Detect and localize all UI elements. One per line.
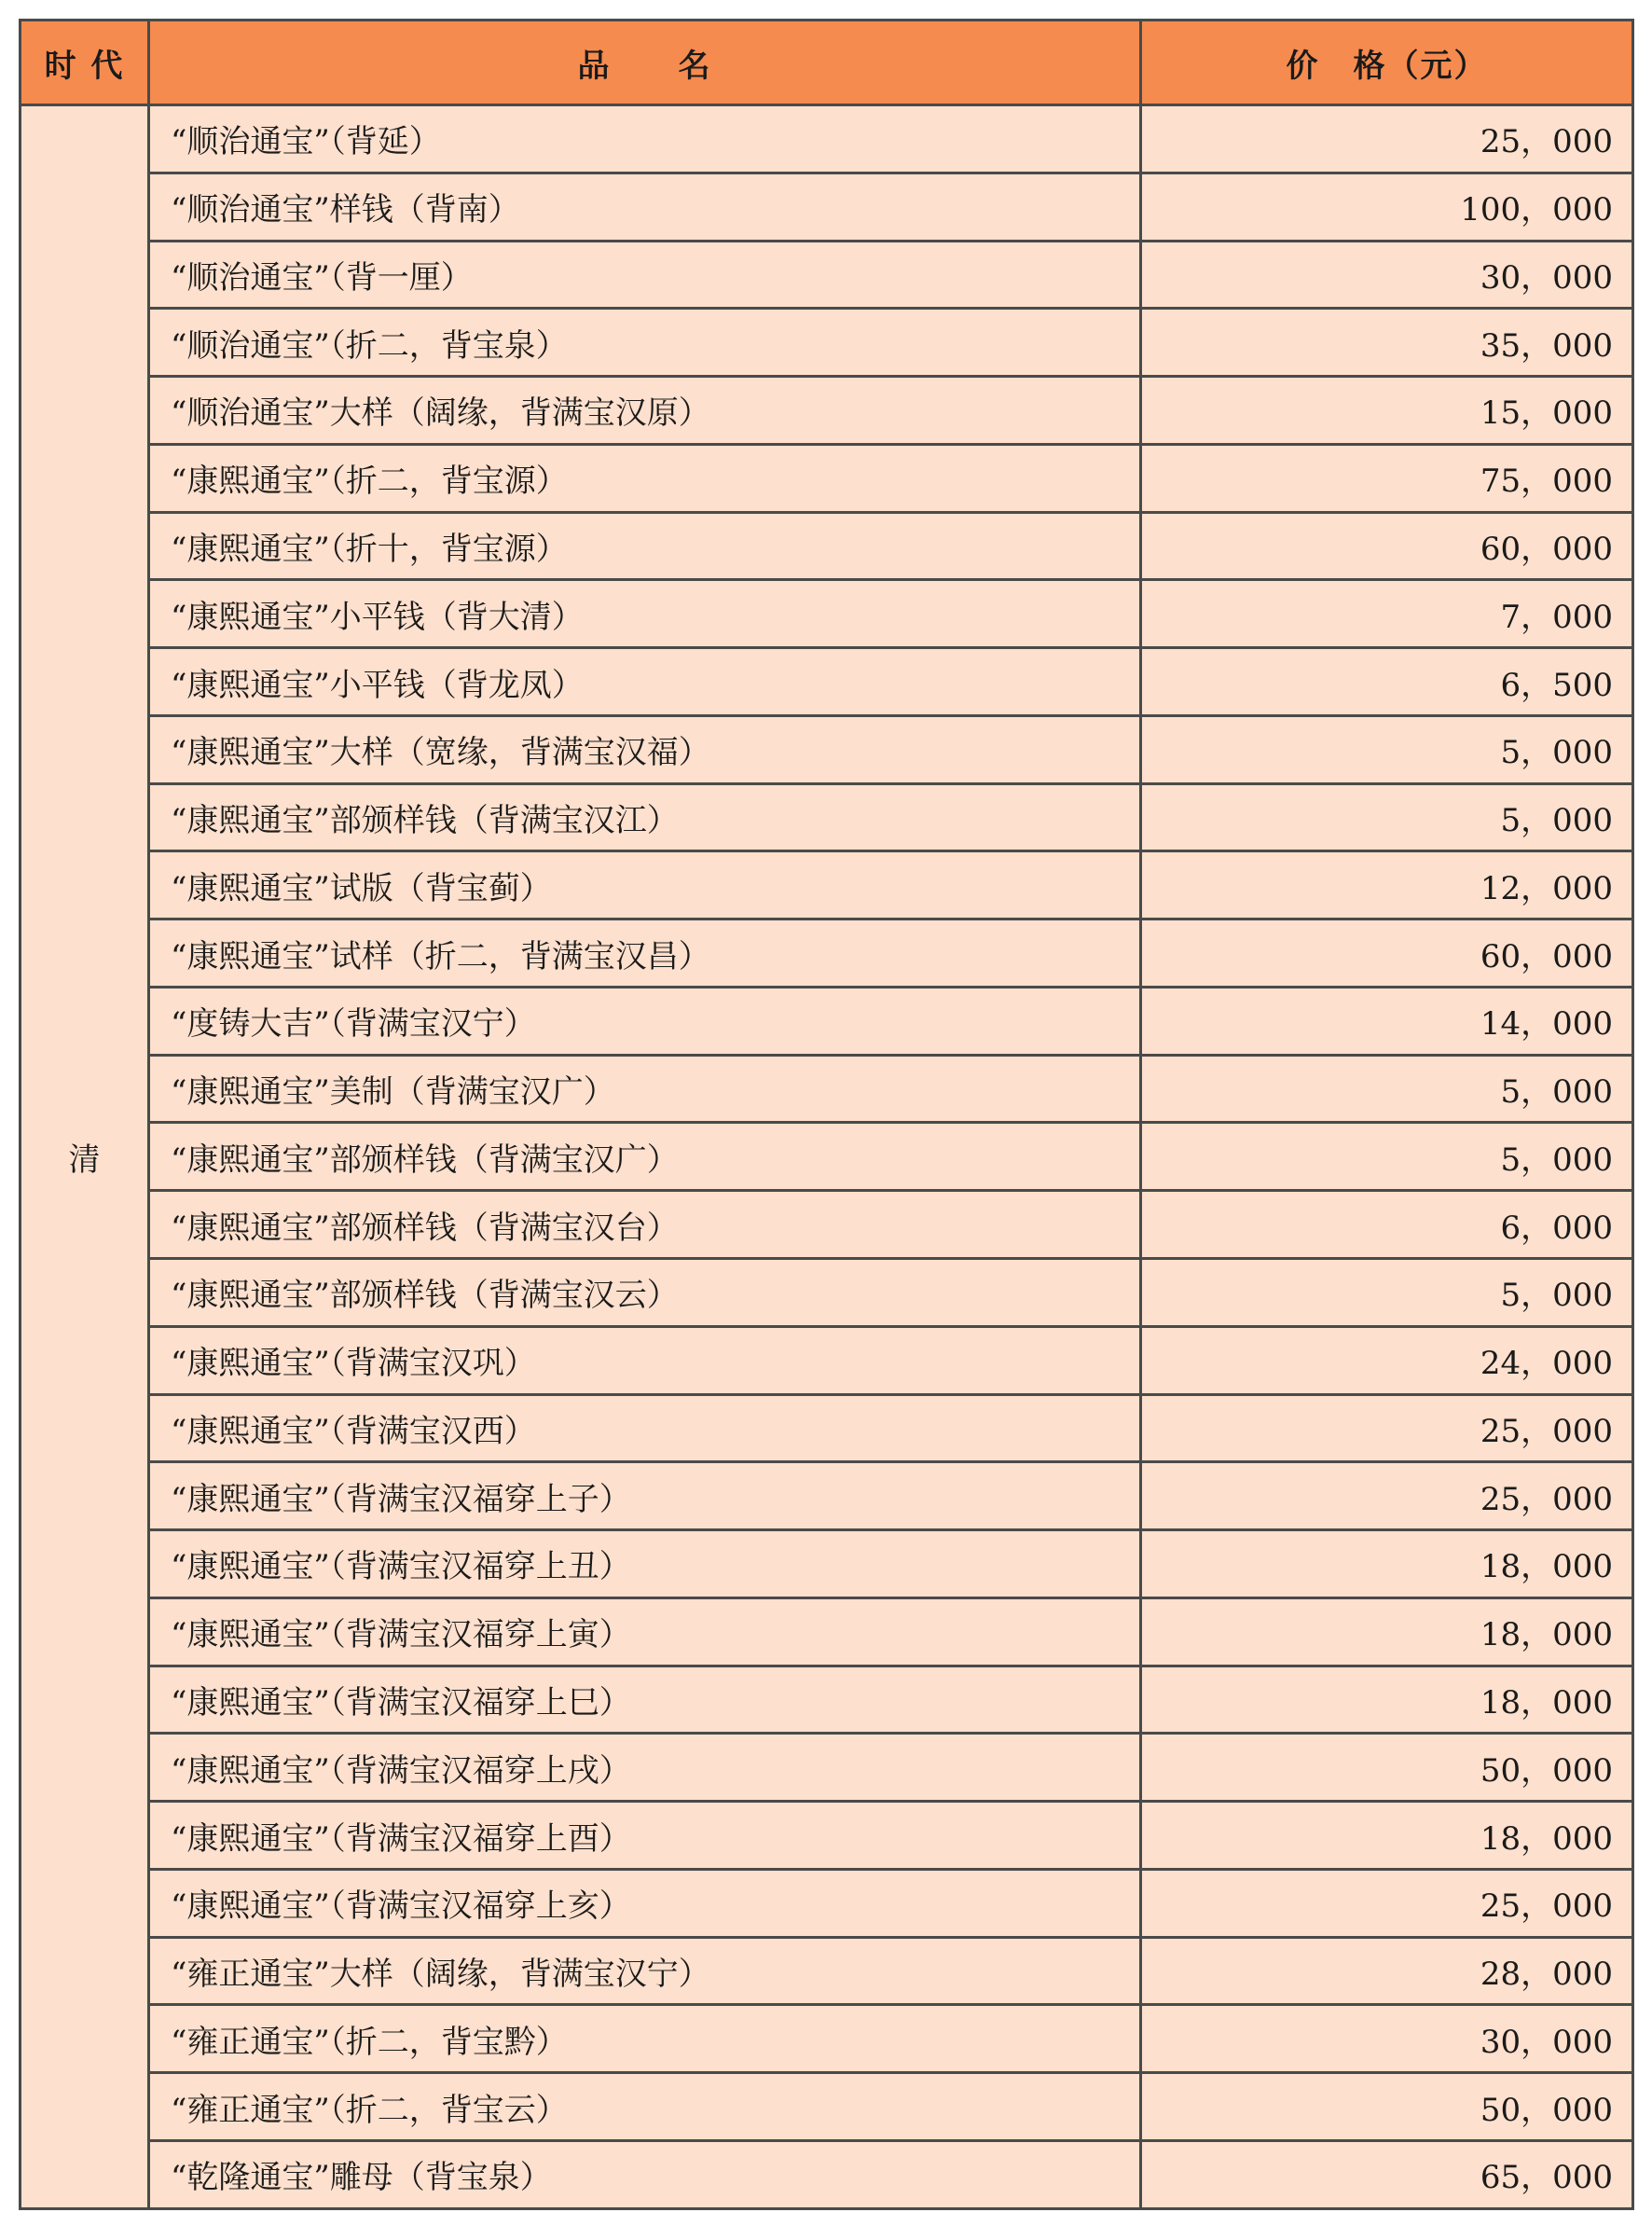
- price-cell: 50，000: [1141, 1734, 1633, 1802]
- price-cell: 5，000: [1141, 715, 1633, 783]
- table-row: [21, 444, 1633, 512]
- table-row: [21, 1802, 1633, 1870]
- price-cell: 25，000: [1141, 1394, 1633, 1462]
- item-name-cell: “康熙通宝”（折二，背宝源）: [149, 444, 1141, 512]
- item-name-cell: “顺治通宝”（背延）: [149, 105, 1141, 173]
- item-name-cell: “康熙通宝”试版（背宝蓟）: [149, 851, 1141, 919]
- price-cell: 35，000: [1141, 309, 1633, 377]
- table-row: [21, 1462, 1633, 1530]
- price-cell: 7，000: [1141, 580, 1633, 648]
- price-cell: 30，000: [1141, 241, 1633, 309]
- item-name-cell: “雍正通宝”大样（阔缘，背满宝汉宁）: [149, 1937, 1141, 2005]
- table-row: [21, 2140, 1633, 2208]
- price-cell: 24，000: [1141, 1326, 1633, 1394]
- table-row: [21, 783, 1633, 851]
- item-name-cell: “康熙通宝”（背满宝汉福穿上子）: [149, 1462, 1141, 1530]
- table-row: [21, 309, 1633, 377]
- item-name-cell: “度铸大吉”（背满宝汉宁）: [149, 987, 1141, 1055]
- item-name-cell: “康熙通宝”（背满宝汉福穿上寅）: [149, 1597, 1141, 1666]
- price-cell: 18，000: [1141, 1802, 1633, 1870]
- item-name-cell: “乾隆通宝”雕母（背宝泉）: [149, 2140, 1141, 2208]
- table-row: [21, 512, 1633, 580]
- header-price: 价 格（元）: [1141, 21, 1633, 105]
- price-cell: 12，000: [1141, 851, 1633, 919]
- item-name-cell: “顺治通宝”（背一厘）: [149, 241, 1141, 309]
- price-cell: 6，000: [1141, 1191, 1633, 1259]
- price-cell: 15，000: [1141, 377, 1633, 445]
- header-item-name: 品 名: [149, 21, 1141, 105]
- item-name-cell: “顺治通宝”大样（阔缘，背满宝汉原）: [149, 377, 1141, 445]
- header-row: [21, 21, 1633, 105]
- item-name-cell: “康熙通宝”大样（宽缘，背满宝汉福）: [149, 715, 1141, 783]
- table-row: [21, 377, 1633, 445]
- item-name-cell: “康熙通宝”部颁样钱（背满宝汉云）: [149, 1259, 1141, 1327]
- item-name-cell: “康熙通宝”（背满宝汉福穿上丑）: [149, 1530, 1141, 1598]
- table-row: [21, 1869, 1633, 1937]
- price-cell: 65，000: [1141, 2140, 1633, 2208]
- coin-price-table: [19, 19, 1634, 2210]
- price-cell: 75，000: [1141, 444, 1633, 512]
- price-cell: 5，000: [1141, 1055, 1633, 1123]
- price-cell: 18，000: [1141, 1597, 1633, 1666]
- item-name-cell: “康熙通宝”部颁样钱（背满宝汉台）: [149, 1191, 1141, 1259]
- item-name-cell: “康熙通宝”美制（背满宝汉广）: [149, 1055, 1141, 1123]
- item-name-cell: “顺治通宝”样钱（背南）: [149, 173, 1141, 241]
- table-row: [21, 1734, 1633, 1802]
- table-row: [21, 1123, 1633, 1191]
- item-name-cell: “康熙通宝”（背满宝汉福穿上戌）: [149, 1734, 1141, 1802]
- item-name-cell: “康熙通宝”（背满宝汉福穿上酉）: [149, 1802, 1141, 1870]
- price-cell: 25，000: [1141, 1462, 1633, 1530]
- price-cell: 5，000: [1141, 1123, 1633, 1191]
- item-name-cell: “康熙通宝”部颁样钱（背满宝汉江）: [149, 783, 1141, 851]
- price-cell: 28，000: [1141, 1937, 1633, 2005]
- item-name-cell: “康熙通宝”（折十，背宝源）: [149, 512, 1141, 580]
- item-name-cell: “康熙通宝”试样（折二，背满宝汉昌）: [149, 919, 1141, 988]
- price-cell: 60，000: [1141, 512, 1633, 580]
- table-row: [21, 1055, 1633, 1123]
- table-row: [21, 1259, 1633, 1327]
- table-row: [21, 1394, 1633, 1462]
- table-row: [21, 919, 1633, 988]
- table-row: [21, 715, 1633, 783]
- item-name-cell: “康熙通宝”部颁样钱（背满宝汉广）: [149, 1123, 1141, 1191]
- price-cell: 25，000: [1141, 1869, 1633, 1937]
- item-name-cell: “康熙通宝”（背满宝汉福穿上巳）: [149, 1666, 1141, 1734]
- table-row: [21, 580, 1633, 648]
- table-row: [21, 105, 1633, 173]
- table-body: [21, 105, 1633, 2209]
- table-row: [21, 1937, 1633, 2005]
- price-cell: 6，500: [1141, 648, 1633, 716]
- table-row: [21, 1666, 1633, 1734]
- price-cell: 50，000: [1141, 2073, 1633, 2141]
- price-cell: 60，000: [1141, 919, 1633, 988]
- table-row: [21, 2073, 1633, 2141]
- item-name-cell: “康熙通宝”（背满宝汉西）: [149, 1394, 1141, 1462]
- table-row: [21, 1597, 1633, 1666]
- era-cell: 清: [21, 105, 149, 2209]
- price-cell: 18，000: [1141, 1666, 1633, 1734]
- header-era: 时 代: [21, 21, 149, 105]
- table-row: [21, 1530, 1633, 1598]
- price-cell: 100，000: [1141, 173, 1633, 241]
- item-name-cell: “雍正通宝”（折二，背宝黔）: [149, 2005, 1141, 2073]
- table-row: [21, 851, 1633, 919]
- price-cell: 30，000: [1141, 2005, 1633, 2073]
- table-row: [21, 1191, 1633, 1259]
- table-row: [21, 648, 1633, 716]
- table-row: [21, 987, 1633, 1055]
- price-cell: 18，000: [1141, 1530, 1633, 1598]
- table-row: [21, 173, 1633, 241]
- item-name-cell: “康熙通宝”小平钱（背大清）: [149, 580, 1141, 648]
- item-name-cell: “康熙通宝”（背满宝汉巩）: [149, 1326, 1141, 1394]
- item-name-cell: “顺治通宝”（折二，背宝泉）: [149, 309, 1141, 377]
- item-name-cell: “雍正通宝”（折二，背宝云）: [149, 2073, 1141, 2141]
- price-cell: 5，000: [1141, 1259, 1633, 1327]
- table-row: [21, 241, 1633, 309]
- price-cell: 14，000: [1141, 987, 1633, 1055]
- item-name-cell: “康熙通宝”（背满宝汉福穿上亥）: [149, 1869, 1141, 1937]
- table-row: [21, 2005, 1633, 2073]
- price-cell: 25，000: [1141, 105, 1633, 173]
- item-name-cell: “康熙通宝”小平钱（背龙凤）: [149, 648, 1141, 716]
- price-cell: 5，000: [1141, 783, 1633, 851]
- table-row: [21, 1326, 1633, 1394]
